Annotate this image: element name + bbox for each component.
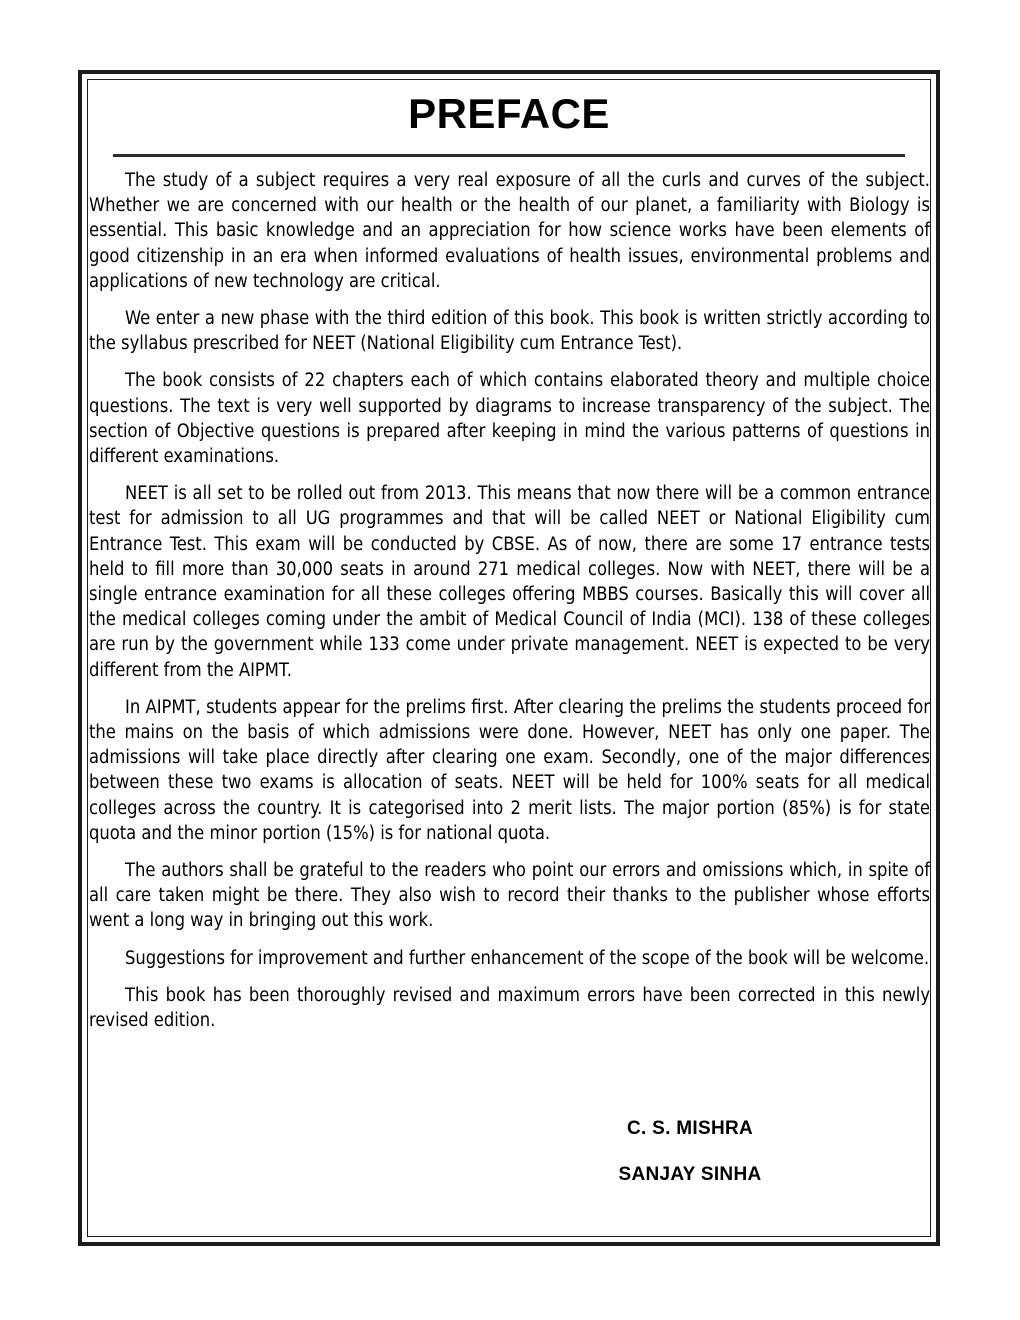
paragraph: NEET is all set to be rolled out from 2013. This means that now there will be a common entrance test for admission to all UG programmes and that will be called NEET or National Eligibility cum Entrance Test. This exam will be conducted by CBSE. As of now, there are some 17 entrance tests held to fill more than 30,000 seats in around 271 medical colleges. Now with NEET, there will be a single entrance examination for all these colleges offering MBBS courses. Basically this will cover all the medical colleges coming under the ambit of Medical Council of India (MCI). 138 of these colleges are run by the government while 133 come under private management. NEET is expected to be very different from the AIPMT. <box>89 483 930 681</box>
preface-body <box>84 157 934 1033</box>
paragraph: The book consists of 22 chapters each of which contains elaborated theory and multiple choice questions. The text is very well supported by diagrams to increase transparency of the subject. The section of Objective questions is prepared after keeping in mind the various patterns of questions in different examinations. <box>89 370 930 468</box>
paragraph: We enter a new phase with the third edition of this book. This book is written strictly according to the syllabus prescribed for NEET (National Eligibility cum Entrance Test). <box>89 308 930 355</box>
signature-block <box>84 1119 934 1184</box>
paragraph: This book has been thoroughly revised and maximum errors have been corrected in this newly revised edition. <box>89 984 930 1032</box>
author-name-secondary: SANJAY SINHA <box>618 1164 762 1185</box>
paragraph: The study of a subject requires a very real exposure of all the curls and curves of the subject. Whether we are concerned with our health or the health of our planet, a familiarity with Biology is essential. This basic knowledge and an appreciation for how science works have been elements of good citizenship in an era when informed evaluations of health issues, environmental problems and applications of new technology are critical. <box>89 170 930 292</box>
paragraph: The authors shall be grateful to the readers who point our errors and omissions which, in spite of all care taken might be there. They also wish to record their thanks to the publisher whose efforts went a long way in bringing out this work. <box>89 860 930 932</box>
page-content <box>84 76 934 1240</box>
author-name-primary: C. S. MISHRA <box>626 1118 754 1139</box>
paragraph: In AIPMT, students appear for the prelims first. After clearing the prelims the students proceed for the mains on the basis of which admissions were done. However, NEET has only one paper. The admissions will take place directly after clearing one exam. Secondly, one of the major differences between these two exams is allocation of seats. NEET will be held for 100% seats for all medical colleges across the country. It is categorised into 2 merit lists. The major portion (85%) is for state quota and the minor portion (15%) is for national quota. <box>89 696 930 844</box>
page-title: PREFACE <box>408 90 610 137</box>
paragraph: Suggestions for improvement and further enhancement of the scope of the book will be welcome. <box>125 947 930 969</box>
